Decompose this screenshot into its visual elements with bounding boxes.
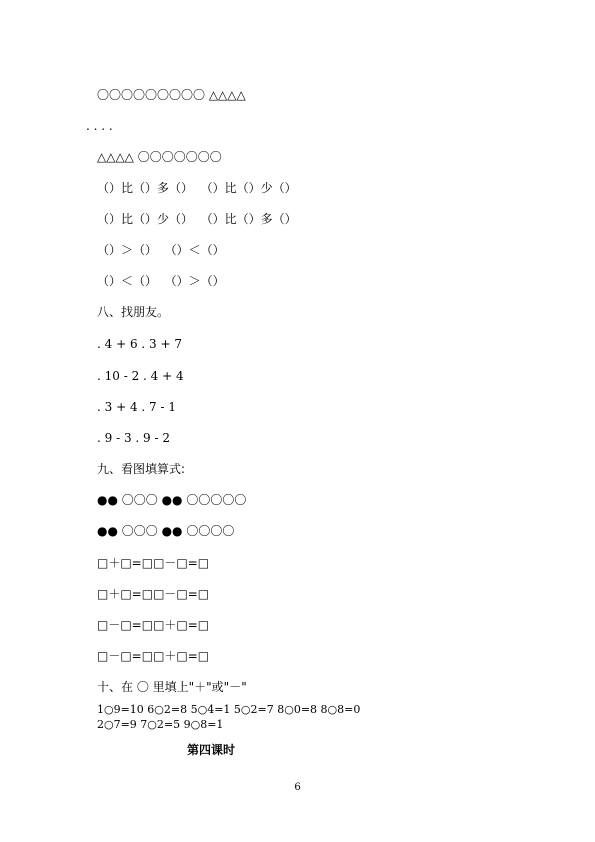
compare-row-1: （）比（）多（） （）比（）少（） bbox=[97, 181, 297, 195]
match-row-2: . 10 - 2 . 4 + 4 bbox=[97, 369, 184, 383]
equation-template-2: □＋□=□□－□=□ bbox=[97, 587, 210, 601]
section-9-title: 九、看图填算式: bbox=[97, 462, 186, 476]
equation-template-4: □－□=□□＋□=□ bbox=[97, 649, 210, 663]
match-row-4: . 9 - 3 . 9 - 2 bbox=[97, 431, 170, 445]
compare-row-2: （）比（）少（） （）比（）多（） bbox=[97, 212, 297, 226]
picture-row-2: ●● 〇〇〇 ●● 〇〇〇〇 bbox=[97, 524, 235, 538]
picture-row-1: ●● 〇〇〇 ●● 〇〇〇〇〇 bbox=[97, 493, 247, 507]
shapes-row-2: △△△△ 〇〇〇〇〇〇〇 bbox=[97, 150, 222, 164]
compare-row-4: （）＜（） （）＞（） bbox=[97, 274, 225, 288]
compare-row-3: （）＞（） （）＜（） bbox=[97, 243, 225, 257]
equation-template-1: □＋□=□□－□=□ bbox=[97, 556, 210, 570]
section-8-title: 八、找朋友。 bbox=[97, 305, 170, 319]
shapes-row-1: 〇〇〇〇〇〇〇〇〇 △△△△ bbox=[97, 88, 246, 102]
match-row-1: . 4 + 6 . 3 + 7 bbox=[97, 337, 182, 351]
sign-row-1: 1○9=10 6○2=8 5○4=1 5○2=7 8○0=8 8○8=0 bbox=[97, 703, 361, 716]
match-row-3: . 3 + 4 . 7 - 1 bbox=[97, 400, 176, 414]
section-10-title: 十、在 〇 里填上"＋"或"－" bbox=[97, 680, 247, 694]
equation-template-3: □－□=□□＋□=□ bbox=[97, 618, 210, 632]
dots-row: . . . . bbox=[86, 119, 113, 133]
lesson-heading: 第四课时 bbox=[187, 743, 236, 757]
sign-row-2: 2○7=9 7○2=5 9○8=1 bbox=[97, 718, 224, 731]
page-number: 6 bbox=[294, 782, 301, 793]
